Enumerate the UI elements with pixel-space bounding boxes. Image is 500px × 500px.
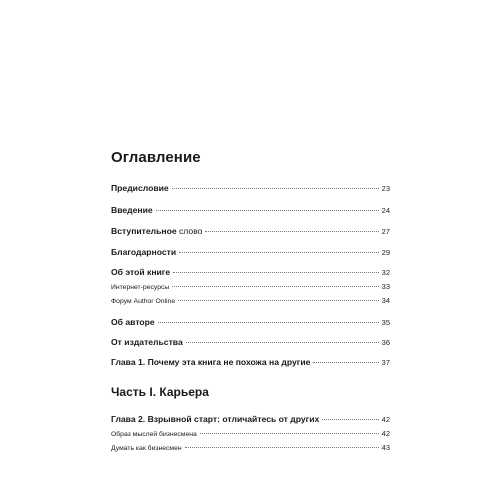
toc-page-number: 29	[381, 248, 390, 257]
toc-page-number: 34	[381, 296, 390, 305]
toc-entry-introduction[interactable]	[111, 205, 390, 215]
toc-page-number: 42	[381, 415, 390, 424]
toc-entry-label: Введение	[111, 205, 153, 215]
toc-entry-label: Глава 2. Взрывной старт: отличайтесь от других	[111, 414, 320, 424]
toc-entry-label: Об этой книге	[111, 267, 171, 277]
toc-entry-label: Предисловие	[111, 183, 169, 193]
toc-page-number: 35	[381, 318, 390, 327]
part-title: Часть I. Карьера	[111, 385, 209, 399]
toc-page-number: 43	[381, 443, 390, 452]
toc-entry-from-publisher[interactable]	[111, 337, 390, 347]
dot-leader	[322, 419, 378, 420]
dot-leader	[186, 342, 379, 343]
toc-entry-acknowledgements[interactable]	[111, 247, 390, 257]
toc-entry-foreword[interactable]	[111, 183, 390, 193]
toc-page-number: 32	[381, 268, 390, 277]
toc-page-number: 42	[381, 429, 390, 438]
toc-entry-label: Интернет-ресурсы	[111, 284, 170, 291]
toc-entry-label: Думать как бизнесмен	[111, 445, 182, 452]
toc-entry-chapter-2[interactable]	[111, 414, 390, 424]
toc-entry-think-like-businessman[interactable]	[111, 443, 390, 452]
toc-entry-label: Глава 1. Почему эта книга не похожа на другие	[111, 357, 311, 367]
toc-entry-label: Благодарности	[111, 247, 177, 257]
toc-title: Оглавление	[111, 149, 201, 166]
toc-entry-about-author[interactable]	[111, 317, 390, 327]
toc-entry-label-bold: Вступительное	[111, 226, 177, 236]
dot-leader	[205, 231, 378, 232]
toc-page-number: 24	[381, 206, 390, 215]
dot-leader	[178, 300, 379, 301]
toc-entry-businessman-mindset[interactable]	[111, 429, 390, 438]
dot-leader	[313, 362, 378, 363]
toc-page-number: 33	[381, 282, 390, 291]
toc-entry-label-rest: слово	[176, 226, 203, 236]
toc-entry-label: Форум Author Online	[111, 298, 176, 305]
toc-entry-label: Об авторе	[111, 317, 155, 327]
dot-leader	[173, 272, 378, 273]
dot-leader	[156, 210, 379, 211]
dot-leader	[158, 322, 379, 323]
toc-page-number: 23	[381, 184, 390, 193]
dot-leader	[185, 447, 379, 448]
dot-leader	[172, 188, 379, 189]
toc-entry-chapter-1[interactable]	[111, 357, 390, 367]
toc-entry-label: От издательства	[111, 337, 183, 347]
toc-entry-opening-word[interactable]	[111, 226, 390, 236]
dot-leader	[172, 286, 378, 287]
toc-entry-label: Образ мыслей бизнесмена	[111, 431, 197, 438]
toc-entry-author-online-forum[interactable]	[111, 296, 390, 305]
toc-entry-about-book[interactable]	[111, 267, 390, 277]
dot-leader	[200, 433, 379, 434]
toc-entry-internet-resources[interactable]	[111, 282, 390, 291]
toc-page-number: 36	[381, 338, 390, 347]
dot-leader	[179, 252, 379, 253]
toc-entry-label	[111, 226, 202, 236]
toc-page-number: 27	[381, 227, 390, 236]
toc-page-number: 37	[381, 358, 390, 367]
